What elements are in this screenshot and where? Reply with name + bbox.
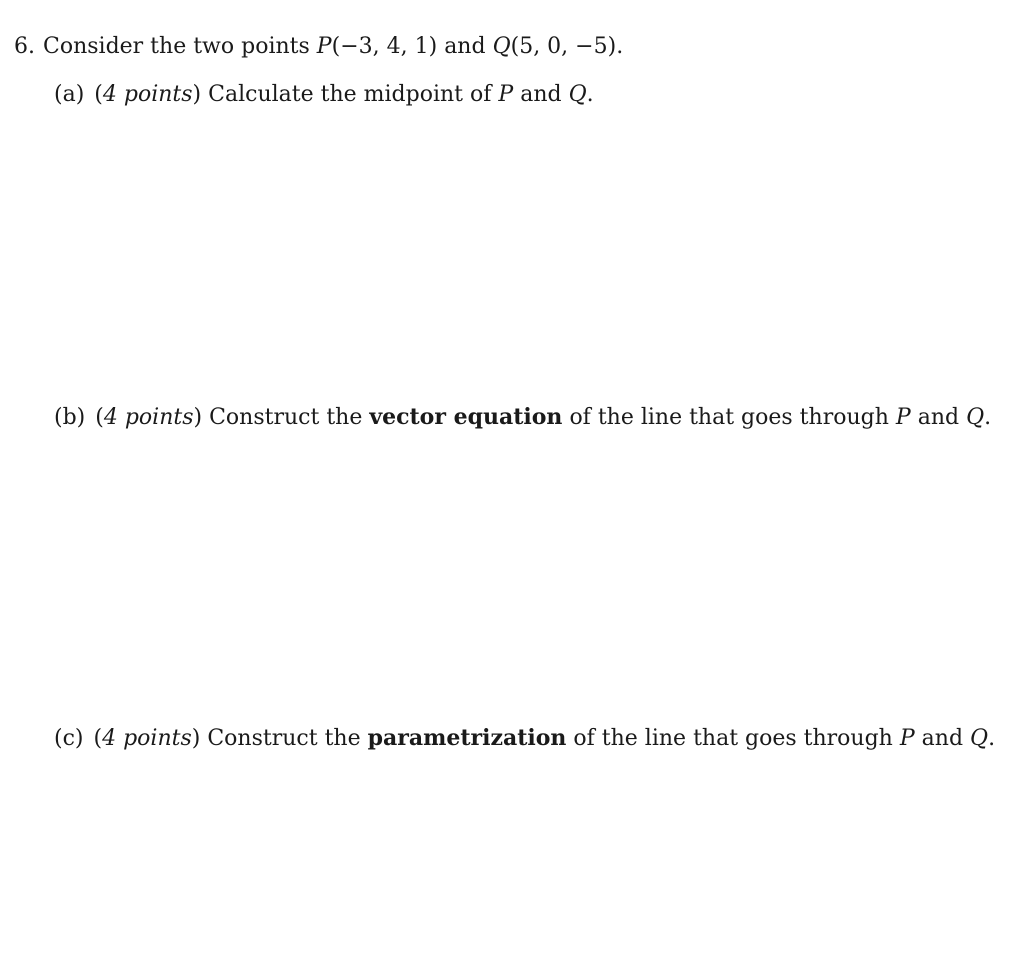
end-period: . xyxy=(586,82,594,107)
points-open: ( xyxy=(95,405,104,430)
prompt-text: Calculate the midpoint of xyxy=(208,82,492,107)
var-p: P xyxy=(498,82,514,107)
part-c-prompt xyxy=(54,724,995,753)
part-label: (c) xyxy=(54,726,84,751)
point-q-label: Q xyxy=(492,34,511,59)
and-word: and xyxy=(444,34,486,59)
question-statement xyxy=(14,33,623,61)
point-q-coords: (5, 0, −5) xyxy=(510,34,617,59)
end-period: . xyxy=(984,405,992,430)
var-q: Q xyxy=(970,726,989,751)
point-p-label: P xyxy=(316,34,332,59)
var-q: Q xyxy=(966,405,985,430)
bold-term: parametrization xyxy=(367,725,567,751)
points-close: ) xyxy=(193,405,203,430)
point-p-coords: (−3, 4, 1) xyxy=(331,34,438,59)
part-label: (a) xyxy=(54,82,85,107)
bold-term: vector equation xyxy=(369,404,563,430)
points-open: ( xyxy=(93,726,103,751)
and-word: and xyxy=(921,726,964,751)
prompt-text-continued: of the line that goes through xyxy=(573,726,893,751)
prompt-text: Construct the xyxy=(207,726,361,751)
points-close: ) xyxy=(191,726,201,751)
var-q: Q xyxy=(568,82,587,107)
end-period: . xyxy=(988,726,996,751)
question-number: 6. xyxy=(14,34,35,59)
var-p: P xyxy=(895,405,911,430)
prompt-text: Construct the xyxy=(209,405,363,430)
prompt-text-continued: of the line that goes through xyxy=(569,405,889,430)
points-value: 4 points xyxy=(102,82,193,107)
part-a-prompt xyxy=(54,81,594,109)
part-label: (b) xyxy=(54,405,86,430)
points-close: ) xyxy=(192,82,202,107)
var-p: P xyxy=(899,726,915,751)
part-b-prompt xyxy=(54,403,991,432)
points-value: 4 points xyxy=(102,726,192,751)
end-period: . xyxy=(616,34,624,59)
question-intro-text: Consider the two points xyxy=(43,34,310,59)
and-word: and xyxy=(917,405,960,430)
points-value: 4 points xyxy=(103,405,194,430)
points-open: ( xyxy=(94,82,103,107)
and-word: and xyxy=(520,82,562,107)
